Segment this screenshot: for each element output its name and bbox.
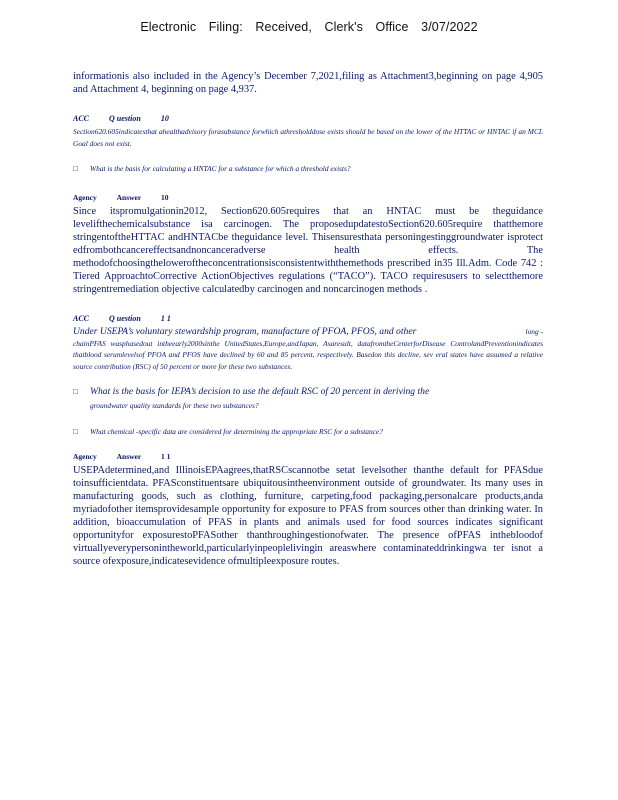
bullet-main: What is the basis for IEPA’s decision to use the default RSC of 20 percent in deriving the bbox=[90, 386, 430, 397]
question-bullet-1 bbox=[73, 386, 543, 412]
agency-answer-11 bbox=[73, 452, 543, 568]
agency-answer-10 bbox=[73, 193, 543, 296]
question-bullet bbox=[73, 163, 543, 175]
label-prefix: ACC bbox=[73, 114, 90, 123]
question-body: Section620.605indicatesthat ahealthadvisory forasubstance forwhich athresholddose exists should be based on the lower of the HTTAC or HNTAC if an MCL Goal does not exist. bbox=[73, 127, 543, 148]
question-lead-tail: long - bbox=[525, 326, 543, 336]
question-label bbox=[73, 114, 543, 123]
label-number: 1 1 bbox=[160, 451, 171, 461]
question-body: chainPFAS wasphasedout intheearly2000sinthe UnitedStates,Europe,andJapan, Asaresult, datafromtheCenterforDisease ControlandPreventionindicates thatblood serumlevelsof PFOA and PFOS have declined by 60 and 85 percent, respectively. Basedon this decline, sev eral states have assumed a relative source contribution (RSC) of 50 percent or more for these two substances. bbox=[73, 338, 543, 371]
question-lead: Under USEPA’s voluntary stewardship program, manufacture of PFOA, PFOS, and other bbox=[73, 325, 417, 337]
bullet-box-icon: □ bbox=[73, 164, 78, 173]
bullet-box-icon: □ bbox=[73, 427, 78, 436]
bullet-text: What is the basis for calculating a HNTAC for a substance for which a threshold exists? bbox=[90, 164, 351, 173]
bullet-continuation: groundwater quality standards for these two substances? bbox=[90, 401, 259, 410]
bullet-text: What chemical -specific data are considered for determining the appropriate RSC for a substance? bbox=[90, 427, 383, 436]
answer-label bbox=[73, 452, 543, 461]
question-label bbox=[73, 314, 543, 323]
filing-stamp-header: Electronic Filing: Received, Clerk's Office 3/07/2022 bbox=[140, 20, 478, 34]
acc-question-10 bbox=[73, 114, 543, 175]
bullet-text bbox=[90, 386, 543, 412]
bullet-box-icon: □ bbox=[73, 387, 78, 396]
label-prefix: ACC bbox=[73, 313, 90, 323]
label-word: Q uestion bbox=[109, 313, 141, 323]
answer-label bbox=[73, 193, 543, 202]
answer-body: Since itspromulgationin2012, Section620.605requires that an HNTAC must be theguidance levelifthechemicalsubstance isa carcinogen. The proposedupdatestoSection620.605require thatthemore stringentoftheHTTAC andHNTACbe theguidance level. Thisensuresthata personingestinggroundwater isprotect edfrombothcancereffectsandnoncanceradverse health effects. The methodofchoosingtheloweroftheconcentrationsisconsistentwiththemethods prescribed in35 Ill.Adm. Code 742 : Tiered ApproachtoCorrective ActionObjectives regulations (“TACO”). TACO requiresusers to selectthemore stringentremediation objective calculatedby carcinogen and noncarcinogen methods . bbox=[73, 205, 543, 295]
label-word: Q uestion bbox=[109, 114, 141, 123]
answer-body: USEPAdetermined,and IllinoisEPAagrees,thatRSCscannotbe setat levelsother thanthe default for PFASdue toinsufficientdata. PFASconstituentsare ubiquitousintheenvironment outside of groundwater. Its many uses in manufacturing goods, such as clothing, furniture, carpeting,food packaging,personalcare products,anda myriadofother itemsprovidesample opportunity for exposure to PFAS from sources other than drinking water. In addition, bioaccumulation of PFAS in plants and animals used for food sources indicates significant opportunityfor exposurestoPFASother thanthroughingestionofwater. The presence ofPFAS inthebloodof virtuallyeverypersonintheworld,particularlyinpeoplelivingin areaswhere contaminateddrinkingwa ter isnot a source ofexposure,indicatesevidence ofmultipleexposure routes. bbox=[73, 464, 543, 567]
question-bullet-2 bbox=[73, 426, 543, 438]
label-word: Answer bbox=[116, 451, 142, 461]
acc-question-11 bbox=[73, 314, 543, 438]
label-number: 10 bbox=[160, 114, 169, 123]
label-prefix: Agency bbox=[73, 192, 97, 202]
label-number: 10 bbox=[160, 192, 169, 202]
label-number: 1 1 bbox=[160, 313, 171, 323]
label-prefix: Agency bbox=[73, 451, 97, 461]
document-page bbox=[73, 70, 543, 568]
intro-paragraph: informationis also included in the Agency’s December 7,2021,filing as Attachment3,beginning on page 4,905 and Attachment 4, beginning on page 4,937. bbox=[73, 71, 543, 95]
question-lead-line bbox=[73, 326, 543, 338]
label-word: Answer bbox=[116, 192, 142, 202]
